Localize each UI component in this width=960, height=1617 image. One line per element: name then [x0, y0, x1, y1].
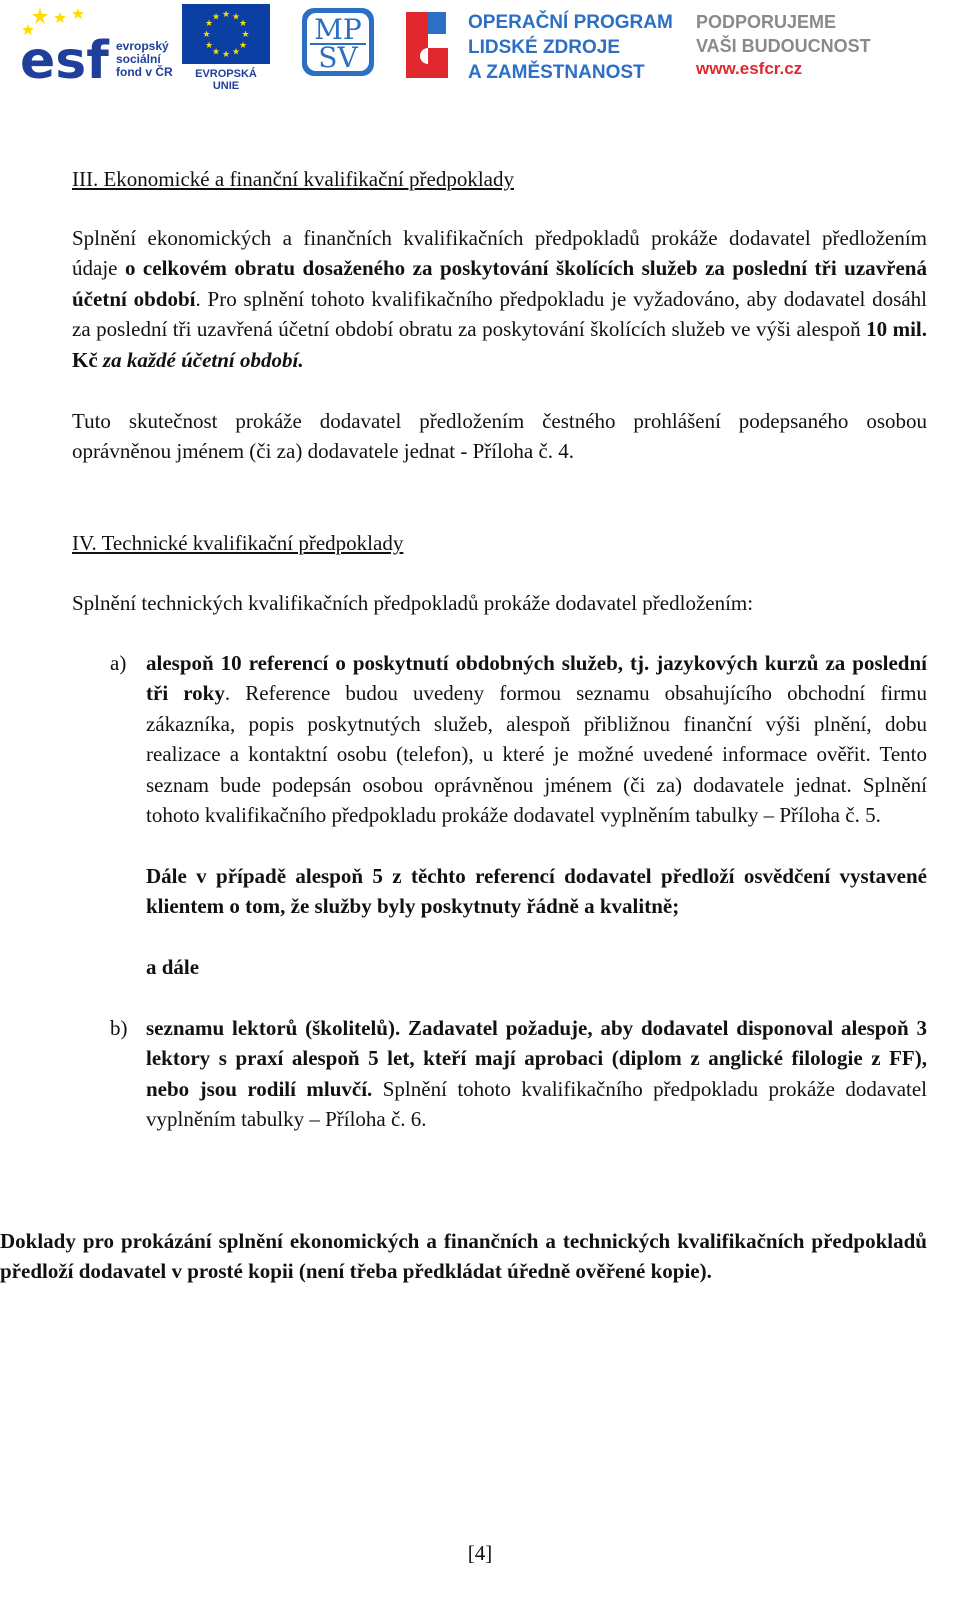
- conjunction-a-dale: a dále: [146, 955, 200, 979]
- svg-text:SV: SV: [318, 41, 358, 74]
- svg-text:★: ★: [221, 50, 231, 60]
- svg-text:★: ★: [241, 30, 250, 40]
- esf-line-3: fond v ČR: [116, 65, 173, 79]
- svg-text:MP: MP: [314, 13, 362, 46]
- slogan-line-1: PODPORUJEME: [696, 12, 837, 32]
- esfcr-link[interactable]: www.esfcr.cz: [696, 59, 803, 78]
- list-item-b: seznamu lektorů (školitelů). Zadavatel požaduje, aby dodavatel disponoval alespoň 3 lektory s praxí alespoň 5 let, kteří mají aprobaci (diplom z anglické filologie z FF), nebo jsou rodilí mluvčí. Splnění tohoto kvalifikačního předpokladu prokáže dodavatel vyplněním tabulky – Příloha č. 6.: [146, 1016, 927, 1132]
- svg-text:★: ★: [231, 12, 241, 23]
- svg-text:★: ★: [211, 12, 221, 23]
- esf-logo-text: [116, 40, 173, 79]
- support-slogan: [696, 10, 886, 80]
- page-number: [4]: [467, 1541, 493, 1565]
- eu-logo-text: EVROPSKÁ UNIE: [195, 68, 257, 92]
- svg-text:esf: esf: [20, 31, 109, 84]
- mpsv-logo-icon: [300, 6, 376, 78]
- svg-text:★: ★: [211, 47, 221, 58]
- op-logo: [404, 8, 674, 83]
- list-marker-a: a): [110, 651, 127, 675]
- esf-logo: [20, 4, 178, 84]
- svg-text:★: ★: [238, 41, 248, 51]
- esf-line-1: evropský: [116, 39, 169, 53]
- svg-text:★: ★: [238, 19, 248, 29]
- section-4-heading: IV. Technické kvalifikační předpoklady: [72, 531, 404, 555]
- op-puzzle-icon: [404, 8, 458, 80]
- eu-logo: [182, 4, 270, 92]
- section-3-heading: III. Ekonomické a finanční kvalifikační předpoklady: [72, 167, 515, 191]
- section-4-intro: Splnění technických kvalifikačních předpokladů prokáže dodavatel předložením:: [72, 591, 754, 615]
- list-item-a: alespoň 10 referencí o poskytnutí obdobných služeb, tj. jazykových kurzů za poslední tři roky. Reference budou uvedeny formou seznamu obsahujícího obchodní firmu zákazníka, popis poskytnutých služeb, alespoň přibližnou finanční výši plnění, dobu realizace a kontaktní osobu (telefon), u které je možné uvedené informace ověřit. Tento seznam bude podepsán osobou oprávněnou jménem (či za) dodavatele jednat. Splnění tohoto kvalifikačního předpokladu prokáže dodavatel vyplněním tabulky – Příloha č. 5.: [146, 651, 927, 828]
- op-line-2: LIDSKÉ ZDROJE: [468, 37, 621, 58]
- list-marker-b: b): [110, 1016, 128, 1040]
- list-item-a-extra: Dále v případě alespoň 5 z těchto referencí dodavatel předloží osvědčení vystavené klientem o tom, že služby byly poskytnuty řádně a kvalitně;: [146, 864, 927, 919]
- svg-text:★: ★: [204, 41, 214, 51]
- closing-paragraph: Doklady pro prokázání splnění ekonomických a finančních a technických kvalifikačních předpokladů předloží dodavatel v prosté kopii (není třeba předkládat úředně ověřené kopie).: [0, 1229, 927, 1284]
- svg-text:★: ★: [221, 10, 231, 20]
- svg-text:★: ★: [202, 30, 211, 40]
- mpsv-logo: [300, 6, 376, 78]
- svg-text:★: ★: [231, 47, 241, 58]
- eu-flag-icon: [182, 4, 270, 64]
- header-logo-strip: [0, 0, 960, 90]
- op-line-3: A ZAMĚSTNANOST: [468, 62, 645, 83]
- section-3-paragraph-1: Splnění ekonomických a finančních kvalifikačních předpokladů prokáže dodavatel předložením údaje o celkovém obratu dosaženého za poskytování školících služeb za poslední tři uzavřená účetní období. Pro splnění tohoto kvalifikačního předpokladu je vyžadováno, aby dodavatel dosáhl za poslední tři uzavřená účetní období obratu za poskytování školících služeb ve výši alespoň 10 mil. Kč za každé účetní období.: [72, 226, 927, 372]
- esf-line-2: sociální: [116, 52, 161, 66]
- op-line-1: OPERAČNÍ PROGRAM: [468, 12, 673, 33]
- op-logo-text: [468, 10, 673, 85]
- esf-logo-icon: [20, 4, 112, 84]
- section-3-paragraph-2: Tuto skutečnost prokáže dodavatel předložením čestného prohlášení podepsaného osobou oprávněnou jménem (či za) dodavatele jednat - Příloha č. 4.: [72, 409, 927, 464]
- svg-text:★: ★: [204, 19, 214, 29]
- slogan-line-2: VAŠI BUDOUCNOST: [696, 36, 871, 56]
